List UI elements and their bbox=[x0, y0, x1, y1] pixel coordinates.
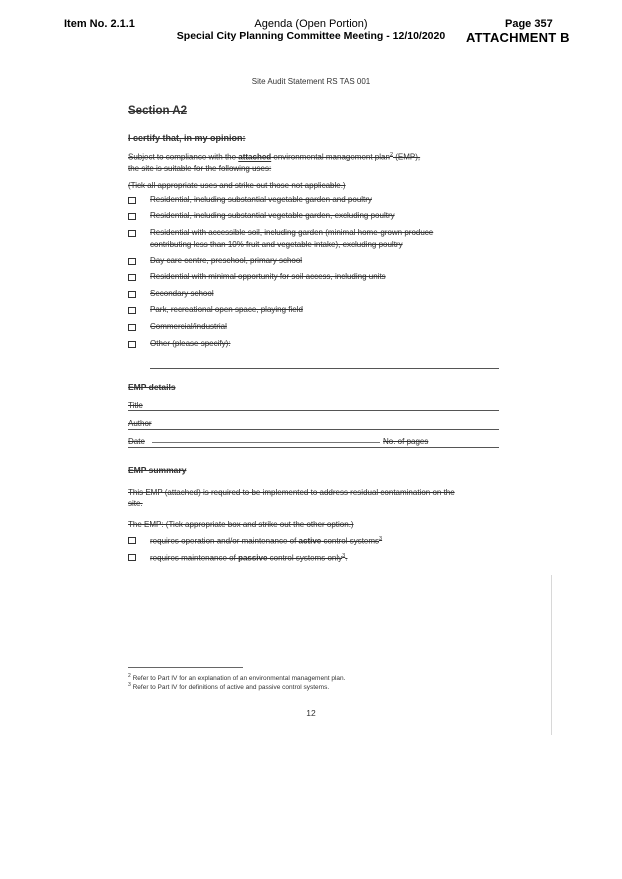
footnote-2-sup: 2 bbox=[128, 673, 131, 679]
checkbox-use-9[interactable] bbox=[128, 341, 136, 348]
emp-date-strike bbox=[152, 442, 380, 443]
meeting-title: Special City Planning Committee Meeting - 12/10/2020 bbox=[176, 30, 446, 42]
opt1-post: control systems bbox=[321, 536, 380, 546]
statement-title: Site Audit Statement RS TAS 001 bbox=[251, 77, 371, 86]
intro-sup: 2 bbox=[389, 152, 393, 158]
opt1-pre: requires operation and/or maintenance of bbox=[150, 536, 299, 546]
checkbox-use-3[interactable] bbox=[128, 230, 136, 237]
scan-edge-line bbox=[551, 575, 552, 735]
use-5-label: Residential with minimal opportunity for soil access, including units bbox=[150, 272, 386, 281]
opt2-post: control systems only bbox=[267, 553, 343, 563]
emp-summary-title: EMP summary bbox=[128, 465, 187, 475]
footnote-3-sup: 3 bbox=[128, 682, 131, 688]
agenda-title: Agenda (Open Portion) bbox=[254, 18, 368, 30]
opt2-sup: 3 bbox=[342, 553, 346, 559]
use-3-label-line2: contributing less than 10% fruit and vegetable intake), excluding poultry bbox=[150, 240, 403, 249]
intro-post: environmental management plan bbox=[271, 152, 390, 162]
footnote-2-text: Refer to Part IV for an explanation of an environmental management plan. bbox=[130, 675, 346, 683]
footnote-separator bbox=[128, 667, 243, 668]
active-control-label bbox=[150, 534, 382, 547]
checkbox-active-control[interactable] bbox=[128, 537, 136, 544]
emp-tick-note: The EMP: (Tick appropriate box and strike out the other option.) bbox=[128, 520, 354, 529]
emp-author-field[interactable] bbox=[128, 429, 499, 430]
checkbox-use-1[interactable] bbox=[128, 197, 136, 204]
checkbox-use-8[interactable] bbox=[128, 324, 136, 331]
emp-date-field[interactable] bbox=[128, 447, 499, 448]
intro-line2: the site is suitable for the following uses: bbox=[128, 163, 272, 173]
intro-end: (EMP), bbox=[393, 152, 421, 162]
emp-title-field[interactable] bbox=[128, 410, 499, 411]
other-specify-line[interactable] bbox=[150, 368, 499, 369]
summary-line2: site. bbox=[128, 499, 143, 508]
attachment-label: ATTACHMENT B bbox=[466, 30, 570, 45]
use-1-label: Residential, including substantial vegetable garden and poultry bbox=[150, 195, 372, 204]
opt1-bold: active bbox=[298, 536, 322, 546]
use-4-label: Day care centre, preschool, primary school bbox=[150, 256, 303, 265]
use-8-label: Commercial/industrial bbox=[150, 322, 227, 331]
page-number-footer: 12 bbox=[306, 708, 316, 718]
passive-control-label bbox=[150, 551, 347, 564]
checkbox-use-5[interactable] bbox=[128, 274, 136, 281]
use-9-label: Other (please specify): bbox=[150, 339, 231, 348]
checkbox-use-2[interactable] bbox=[128, 213, 136, 220]
use-7-label: Park, recreational open space, playing field bbox=[150, 305, 303, 314]
use-3-label: Residential with accessible soil, including garden (minimal home-grown produce bbox=[150, 228, 434, 237]
opt1-sup: 3 bbox=[379, 536, 383, 542]
opt2-end: . bbox=[345, 553, 348, 563]
page-number-header: Page 357 bbox=[505, 18, 553, 30]
tick-note: (Tick all appropriate uses and strike out those not applicable.) bbox=[128, 181, 346, 190]
footnote-3-text: Refer to Part IV for definitions of active and passive control systems. bbox=[130, 684, 330, 692]
emp-details-title: EMP details bbox=[128, 382, 176, 392]
item-number: Item No. 2.1.1 bbox=[64, 18, 135, 30]
summary-line1: This EMP (attached) is required to be implemented to address residual contamination on the bbox=[128, 488, 455, 497]
opt2-bold: passive bbox=[238, 553, 268, 563]
use-2-label: Residential, including substantial vegetable garden, excluding poultry bbox=[150, 211, 395, 220]
section-title: Section A2 bbox=[128, 105, 188, 117]
emp-date-label: Date bbox=[128, 437, 145, 446]
emp-pages-label: No. of pages bbox=[383, 437, 429, 446]
checkbox-use-7[interactable] bbox=[128, 307, 136, 314]
checkbox-passive-control[interactable] bbox=[128, 554, 136, 561]
intro-pre: Subject to compliance with the bbox=[128, 152, 239, 162]
certify-heading: I certify that, in my opinion: bbox=[128, 133, 246, 143]
use-6-label: Secondary school bbox=[150, 289, 214, 298]
emp-title-label: Title bbox=[128, 401, 143, 410]
summary-paragraph bbox=[128, 487, 508, 509]
checkbox-use-4[interactable] bbox=[128, 258, 136, 265]
opt2-pre: requires maintenance of bbox=[150, 553, 239, 563]
emp-author-label: Author bbox=[128, 419, 152, 428]
intro-bold: attached bbox=[238, 152, 272, 162]
intro-paragraph bbox=[128, 150, 508, 174]
checkbox-use-6[interactable] bbox=[128, 291, 136, 298]
footnote-3 bbox=[128, 681, 329, 692]
